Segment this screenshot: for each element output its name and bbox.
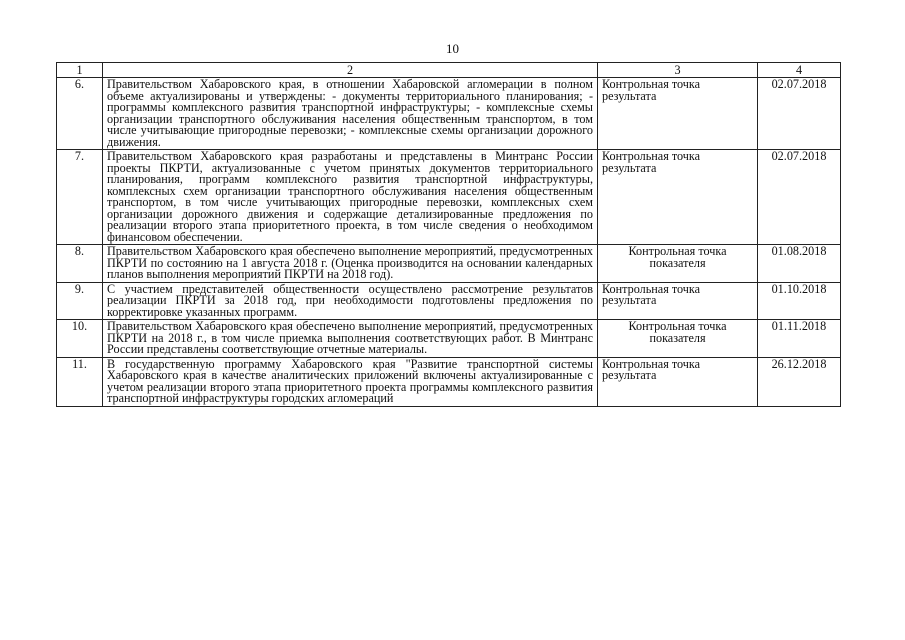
row-description: Правительством Хабаровского края обеспечено выполнение мероприятий, предусмотренных ПКРТИ по состоянию на 1 августа 2018 г. (Оценка производится на основании календарных планов выполнения мероприятий ПКРТИ на 2018 год). — [103, 245, 598, 283]
table-row — [57, 357, 841, 406]
row-date: 02.07.2018 — [758, 150, 841, 245]
row-control-type: Контрольная точка показателя — [598, 245, 758, 283]
row-control-type: Контрольная точка результата — [598, 357, 758, 406]
activities-table — [56, 62, 841, 407]
table-row — [57, 282, 841, 320]
table-row — [57, 150, 841, 245]
header-col-3: 3 — [598, 63, 758, 78]
header-col-4: 4 — [758, 63, 841, 78]
row-number: 11. — [57, 357, 103, 406]
row-description: Правительством Хабаровского края, в отношении Хабаровской агломерации в полном объеме актуализированы и утверждены: - документы территориального планирования; - программы комплексного развития транспортной инфраструктуры; - комплексные схемы организации транспортного обслуживания населения общественным транспортом, в том числе учитывающие пригородные перевозки; - комплексные схемы организации дорожного движения. — [103, 78, 598, 150]
row-control-type: Контрольная точка результата — [598, 78, 758, 150]
header-col-1: 1 — [57, 63, 103, 78]
row-number: 8. — [57, 245, 103, 283]
row-control-type: Контрольная точка результата — [598, 282, 758, 320]
row-date: 26.12.2018 — [758, 357, 841, 406]
table-row — [57, 78, 841, 150]
table-header-row — [57, 63, 841, 78]
row-control-type: Контрольная точка результата — [598, 150, 758, 245]
row-description: Правительством Хабаровского края разработаны и представлены в Минтранс России проекты ПКРТИ, актуализованные с учетом принятых документов территориального планирования, программ комплексного развития транспортной инфраструктуры, комплексных схем организации транспортного обслуживания населения общественным транспортом, в том числе учитывающих пригородные перевозки, комплексных схем организации дорожного движения и содержащие детализированные предложения по реализации второго этапа приоритетного проекта, в том числе сведения о необходимом финансовом обеспечении. — [103, 150, 598, 245]
page-number: 10 — [446, 41, 459, 56]
header-col-2: 2 — [103, 63, 598, 78]
row-number: 7. — [57, 150, 103, 245]
row-number: 10. — [57, 320, 103, 358]
table-row — [57, 245, 841, 283]
row-date: 01.10.2018 — [758, 282, 841, 320]
row-control-type: Контрольная точка показателя — [598, 320, 758, 358]
row-number: 6. — [57, 78, 103, 150]
row-date: 01.11.2018 — [758, 320, 841, 358]
row-number: 9. — [57, 282, 103, 320]
row-date: 02.07.2018 — [758, 78, 841, 150]
row-description: С участием представителей общественности осуществлено рассмотрение результатов реализации ПКРТИ за 2018 год, при необходимости подготовлены предложения по корректировке указанных программ. — [103, 282, 598, 320]
row-description: Правительством Хабаровского края обеспечено выполнение мероприятий, предусмотренных ПКРТИ на 2018 г., в том числе приемка выполнения соответствующих работ. В Минтранс России представлены соответствующие отчетные материалы. — [103, 320, 598, 358]
row-date: 01.08.2018 — [758, 245, 841, 283]
table-row — [57, 320, 841, 358]
row-description: В государственную программу Хабаровского края "Развитие транспортной системы Хабаровского края в качестве аналитических приложений включены актуализированные с учетом реализации второго этапа приоритетного проекта программы комплексного развития транспортной инфраструктуры городских агломераций — [103, 357, 598, 406]
